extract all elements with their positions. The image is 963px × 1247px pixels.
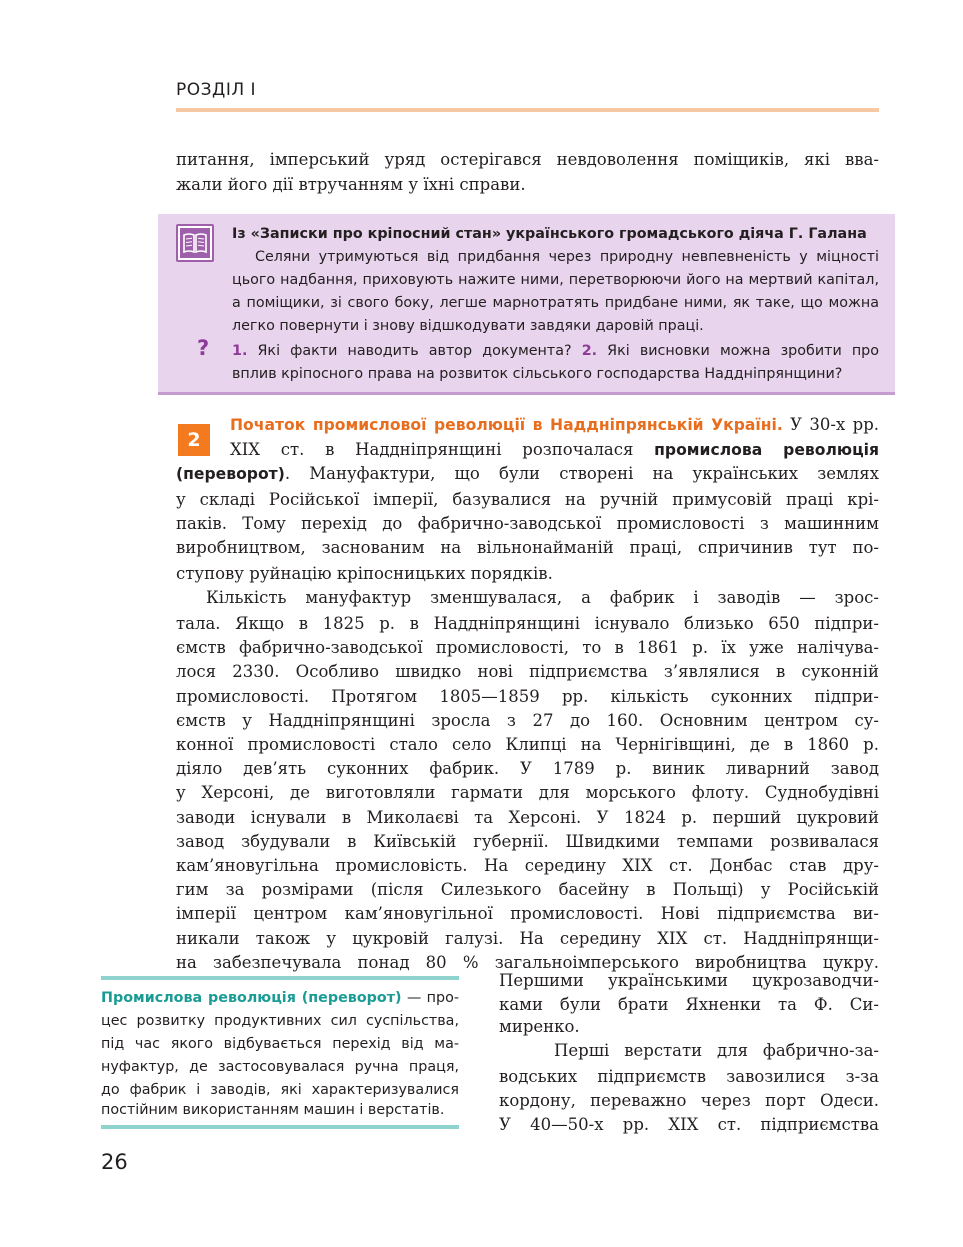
definition-line: до фабрик і заводів, які характеризувалися	[101, 1082, 459, 1098]
text-line: У 40—50-х рр. XIX ст. підприємства	[499, 1115, 879, 1135]
source-text-line: цього надбання, приховують нажите ними, перетворюючи його на мертвий капітал,	[232, 272, 879, 288]
definition-term: Промислова революція (переворот)	[101, 990, 402, 1006]
section-heading: Початок промислової революції в Наддніпрянській Україні.	[230, 416, 783, 434]
intro-paragraph	[176, 148, 879, 172]
question-number: 1.	[232, 343, 248, 359]
question-text: Які висновки можна зробити про	[597, 343, 880, 359]
question-text: вплив кріпосного права на розвиток сільського господарства Наддніпрянщини?	[232, 366, 843, 382]
definition-line: постійним використанням машин і верстатів.	[101, 1102, 445, 1118]
source-text-line: легко повернути і знову відшкодувати завдяки даровій праці.	[232, 318, 704, 334]
book-icon	[176, 224, 214, 262]
key-term: (переворот)	[176, 465, 285, 483]
paragraph-2	[176, 612, 879, 975]
text-line: завод збудували в Київській губернії. Швидкими темпами розвивалася	[176, 831, 879, 851]
text-line: ємств у Наддніпрянщині зросла з 27 до 160. Основним центром су-	[176, 710, 879, 730]
text-line: кам’яновугільна промисловість. На середину XIX ст. Донбас став дру-	[176, 856, 879, 876]
page-number: 26	[101, 1150, 128, 1174]
text-fragment: — про-	[401, 990, 459, 1006]
text-line: ступову руйнацію кріпосницьких порядків.	[176, 564, 553, 583]
paragraph-2-narrow	[499, 969, 879, 1017]
section-number-badge: 2	[178, 424, 210, 456]
definition-bottom-rule	[101, 1125, 459, 1129]
text-line: тала. Якщо в 1825 р. в Наддніпрянщині існувало близько 650 підпри-	[176, 614, 879, 633]
question-text: Які факти наводить автор документа?	[247, 343, 582, 359]
paragraph-3	[499, 1065, 879, 1138]
text-line: жали його дії втручанням у їхні справи.	[176, 175, 526, 194]
text-line: Перші верстати для фабрично-за-	[554, 1041, 879, 1060]
header-divider	[176, 108, 879, 112]
text-line: заводи існували в Миколаєві та Херсоні. У 1824 р. перший цукровий	[176, 807, 879, 827]
text-line: ємств фабрично-заводської промисловості, то в 1861 р. їх уже налічува-	[176, 638, 879, 658]
text-line: у Херсоні, де виготовляли гармати для морського флоту. Суднобудівні	[176, 783, 879, 803]
text-line: ками були брати Яхненки та Ф. Си-	[499, 995, 879, 1015]
question-icon: ?	[197, 336, 210, 360]
text-line: паків. Тому перехід до фабрично-заводської промисловості з машинним	[176, 514, 879, 534]
source-text-line: а поміщики, зі свого боку, легше марнотратять придбане ними, як таке, що можна	[232, 295, 879, 311]
definition-line: під час якого відбувається перехід від ма-	[101, 1036, 459, 1052]
source-text-line: Селяни утримуються від придбання через природну невпевненість у міцності	[255, 249, 879, 265]
text-line: промисловості. Протягом 1805—1859 рр. кількість суконних підпри-	[176, 686, 879, 706]
text-fragment: У 30-х рр.	[782, 415, 880, 434]
definition-first-line	[101, 990, 459, 1006]
text-line: Першими українськими цукрозаводчи-	[499, 971, 879, 990]
text-fragment: XIX ст. в Наддніпрянщині розпочалася	[230, 440, 655, 459]
text-line: виробництвом, заснованим на вільнонайманій праці, спричинив тут по-	[176, 538, 879, 558]
question-number: 2.	[581, 343, 598, 359]
text-line: гим за розмірами (після Силезького басейну в Польщі) у Російській	[176, 880, 879, 900]
section-heading-line	[230, 415, 879, 434]
paragraph-1	[176, 488, 879, 561]
key-term: промислова революція	[654, 441, 879, 459]
text-line: Кількість мануфактур зменшувалася, а фабрик і заводів — зрос-	[206, 588, 879, 607]
definition-line: нуфактур, де застосовувалася ручна праця,	[101, 1059, 459, 1075]
chapter-label: РОЗДІЛ І	[176, 80, 257, 100]
text-line: у складі Російської імперії, базувалися на ручній примусовій праці крі-	[176, 490, 879, 509]
source-title: Із «Записки про кріпосний стан» українського громадського діяча Г. Галана	[232, 226, 867, 242]
definition-top-rule	[101, 976, 459, 980]
text-line: імперії центром кам’яновугільної промисловості. Нові підприємства ви-	[176, 904, 879, 924]
text-line: водських підприємств завозилися з-за	[499, 1067, 879, 1086]
text-line: кордону, переважно через порт Одеси.	[499, 1091, 879, 1111]
text-line: лося 2330. Особливо швидко нові підприємства з’являлися в суконній	[176, 662, 879, 682]
text-line: никали також у цукровій галузі. На середину XIX ст. Наддніпрянщи-	[176, 928, 879, 948]
text-line: на забезпечувала понад 80 % загальноімперського виробництва цукру.	[176, 952, 879, 972]
text-fragment: . Мануфактури, що були створені на українських землях	[284, 464, 879, 483]
definition-line: цес розвитку продуктивних сил суспільства,	[101, 1013, 459, 1029]
text-line: миренко.	[499, 1017, 580, 1036]
text-line: конної промисловості стало село Клипці на Чернігівщині, де в 1860 р.	[176, 735, 879, 755]
text-line: діяло дев’ять суконних фабрик. У 1789 р. виник ливарний завод	[176, 759, 879, 779]
text-line: питання, імперський уряд остерігався невдоволення поміщиків, які вва-	[176, 150, 879, 169]
questions-line	[232, 343, 879, 359]
text-line	[176, 464, 879, 483]
text-line	[230, 440, 879, 459]
